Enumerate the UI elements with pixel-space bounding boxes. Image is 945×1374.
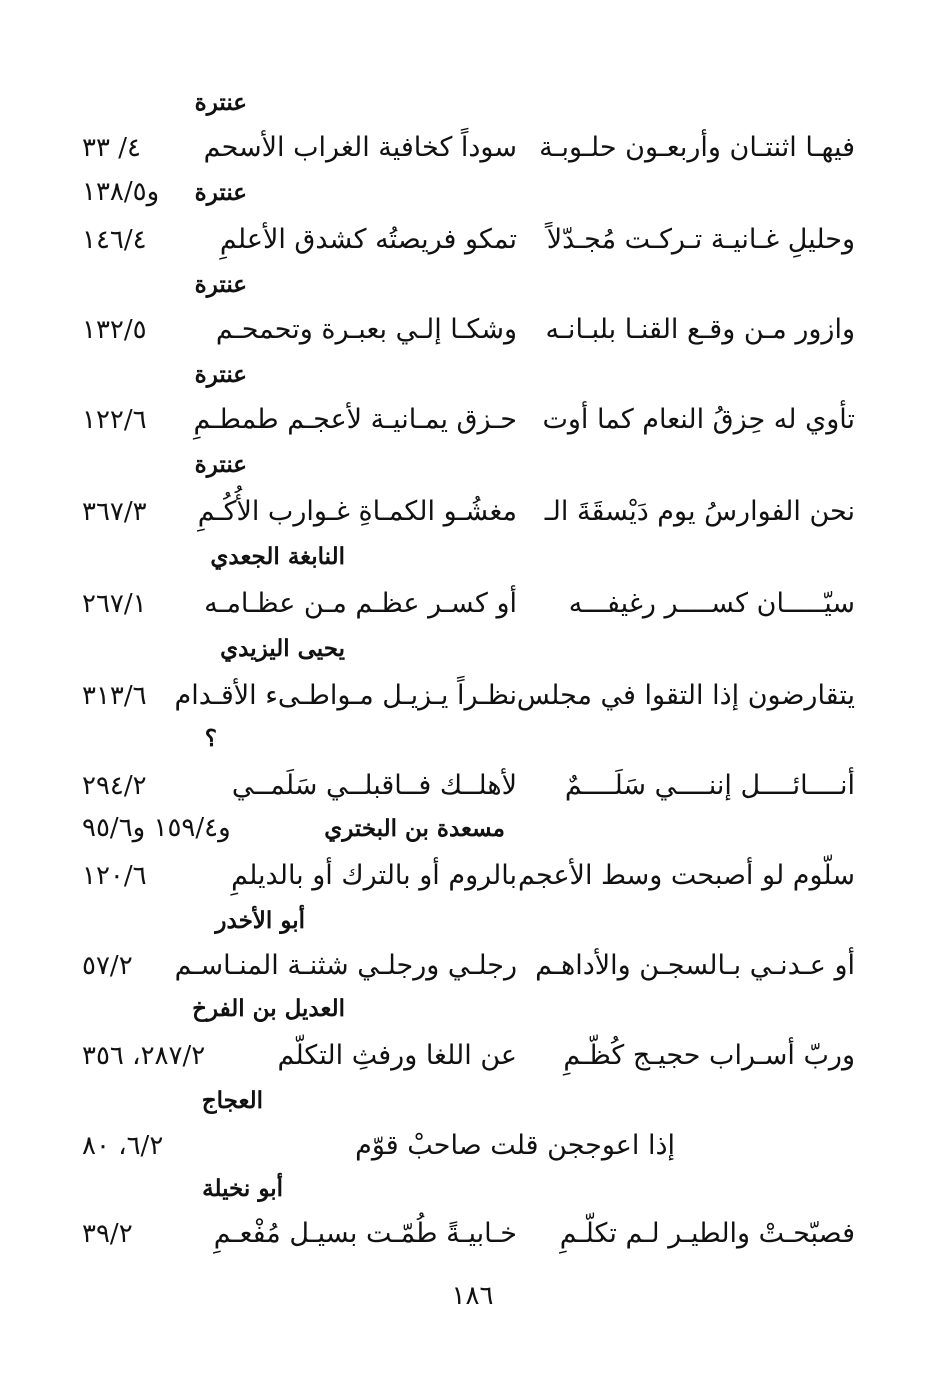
verse-reference: ٥٧/٢: [82, 951, 133, 981]
verse-second-hemistich: نظـراً يـزيـل مـواطـىء الأقـدام: [174, 680, 517, 711]
verse-reference-extra: و١٥٩/٤ و٩٥/٦: [82, 813, 231, 843]
verse-second-hemistich: خـابيـةً طُمّـت بسيـل مُفْعـمِ: [213, 1218, 517, 1249]
poet-name: أبو نخيلة: [202, 1175, 283, 1202]
verse-reference: ٢٩٤/٢: [82, 771, 147, 801]
poet-name: النابغة الجعدي: [210, 543, 345, 570]
verse-reference: ١٢٠/٦: [82, 861, 147, 891]
poet-name: ؟: [204, 725, 217, 752]
verse-reference: ٤/ ٣٣: [82, 133, 141, 163]
verse-second-hemistich: أو كسـر عظـم مـن عظـامـه: [204, 588, 517, 619]
verse-first-hemistich: يتقارضون إذا التقوا في مجلس: [516, 680, 855, 711]
verse-second-hemistich: سوداً كخافية الغراب الأسحم: [203, 132, 517, 163]
verse-reference-extra: و١٣٨/٥: [82, 177, 160, 207]
poet-name: عنترة: [194, 179, 247, 206]
page-number: ١٨٦: [451, 1281, 494, 1311]
poet-name: العديل بن الفرخ: [192, 995, 345, 1022]
verse-reference: ١٣٢/٥: [82, 315, 147, 345]
poet-name: أبو الأخدر: [215, 907, 305, 934]
verse-single-line: إذا اعوججن قلت صاحبْ قوّم: [355, 1130, 675, 1161]
verse-reference: ١٢٢/٦: [82, 405, 147, 435]
poet-name: العجاج: [201, 1087, 263, 1114]
verse-first-hemistich: أنــــائــــل إننــــي سَلَــــمٌ: [564, 770, 855, 801]
verse-first-hemistich: سلّوم لو أصبحت وسط الأعجم: [518, 860, 855, 891]
poet-name: عنترة: [194, 451, 247, 478]
verse-first-hemistich: وربّ أسـراب حجيـج كُظّـمِ: [563, 1040, 855, 1071]
verse-reference: ٦/٢، ٨٠: [82, 1131, 164, 1161]
verse-first-hemistich: وحليلِ غـانيـة تـركـت مُجـدّلاً: [546, 224, 855, 255]
verse-reference: ٣١٣/٦: [82, 681, 147, 711]
poet-name: عنترة: [194, 361, 247, 388]
verse-second-hemistich: عن اللغا ورفثِ التكلّم: [277, 1040, 517, 1071]
verse-reference: ٣٩/٢: [82, 1219, 133, 1249]
poet-name: عنترة: [194, 271, 247, 298]
verse-second-hemistich: بالروم أو بالترك أو بالديلمِ: [231, 860, 517, 891]
poet-name: مسعدة بن البختري: [324, 815, 505, 842]
verse-second-hemistich: وشكـا إلـي بعبـرة وتحمحـم: [215, 314, 517, 345]
verse-second-hemistich: رجلـي ورجلـي شثنـة المنـاسـم: [174, 950, 517, 981]
verse-first-hemistich: سيّـــــان كســــر رغيفـــه: [568, 588, 855, 619]
verse-reference: ٢٨٧/٢، ٣٥٦: [82, 1041, 206, 1071]
verse-second-hemistich: تمكو فريصتُه كشدق الأعلمِ: [219, 224, 517, 255]
poet-name: يحيى اليزيدي: [220, 635, 345, 662]
verse-first-hemistich: نحن الفوارسُ يوم دَيْسقَةَ الـ: [544, 496, 855, 527]
verse-first-hemistich: وازور مـن وقـع القنـا بلبـانـه: [545, 314, 855, 345]
poet-name: عنترة: [194, 89, 247, 116]
verse-reference: ١٤٦/٤: [82, 225, 147, 255]
verse-reference: ٢٦٧/١: [82, 589, 147, 619]
verse-first-hemistich: فيهـا اثنتـان وأربعـون حلـوبـة: [539, 132, 855, 163]
verse-reference: ٣٦٧/٣: [82, 497, 147, 527]
verse-first-hemistich: تأوي له حِزقُ النعام كما أوت: [542, 404, 855, 435]
verse-first-hemistich: أو عـدنـي بـالسجـن والأداهـم: [535, 950, 855, 981]
verse-second-hemistich: لأهلــك فــاقبلــي سَلَمــي: [231, 770, 517, 801]
verse-second-hemistich: مغشُـو الكمـاةِ غـوارب الأُكُـمِ: [197, 496, 517, 527]
verse-second-hemistich: حـزق يمـانيـة لأعجـم طمطـمِ: [193, 404, 517, 435]
verse-first-hemistich: فصبّحـتْ والطيـر لـم تكلّـمِ: [559, 1218, 855, 1249]
